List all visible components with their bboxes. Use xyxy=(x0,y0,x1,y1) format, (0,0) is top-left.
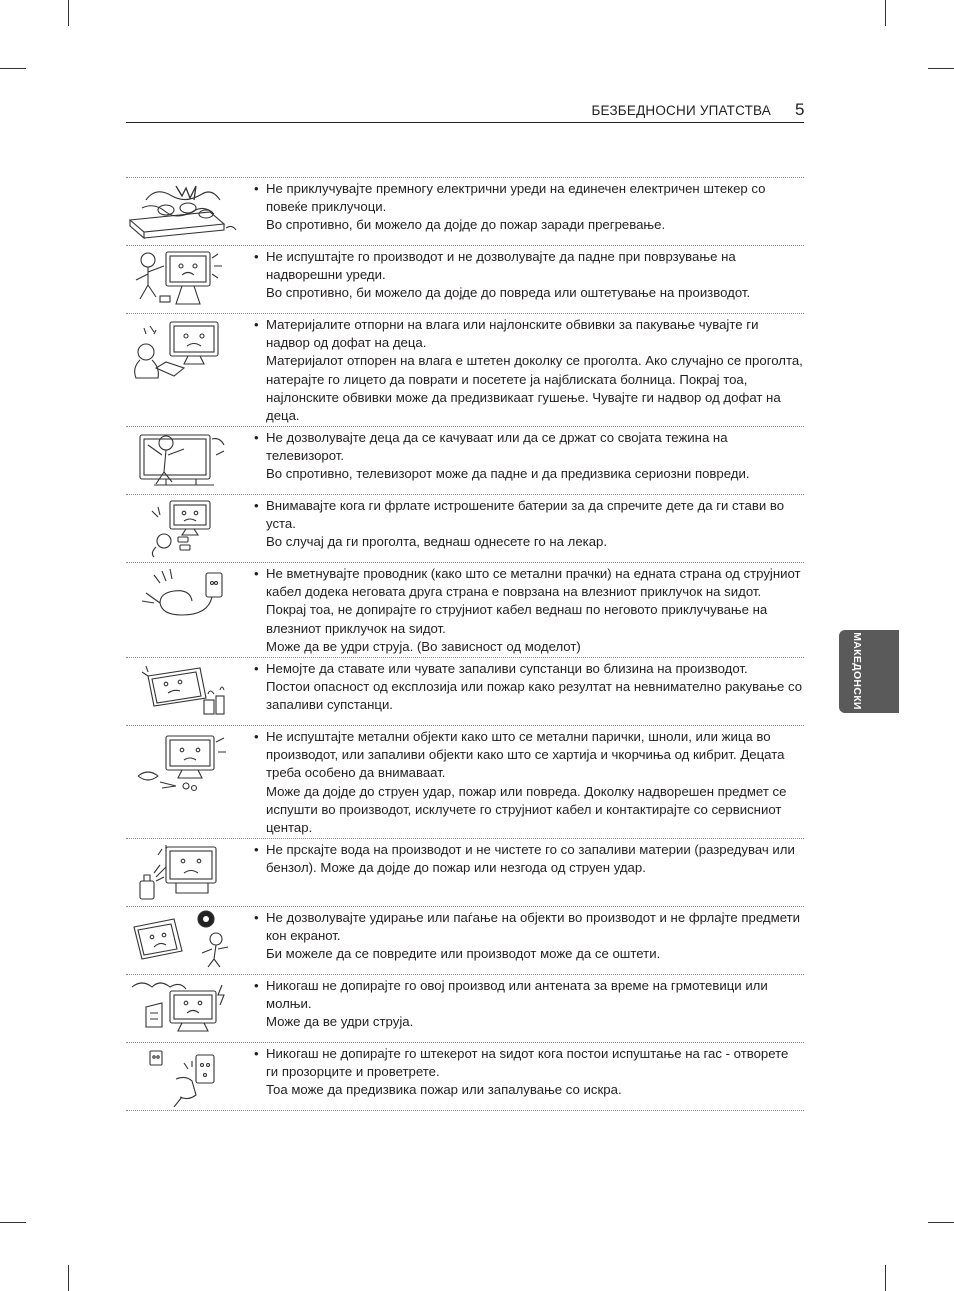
instruction-line: Не приклучувајте премногу електрични уреди на единечен електричен штекер со повеќе приклучоци. xyxy=(266,181,766,215)
instruction-line: Не испуштајте метални објекти како што се метални парички, шноли, или жица во производот, или запаливи објекти како што се хартија и чкорчиња од кибрит. Децата треба особено да внимаваат. xyxy=(266,729,785,781)
instruction-line: Во спротивно, би можело да дојде до пожар заради прегревање. xyxy=(266,217,666,233)
instruction-line: Немојте да ставате или чувате запаливи супстанци во близина на производот. xyxy=(266,661,748,676)
safety-text xyxy=(244,907,804,974)
bullet: • xyxy=(254,498,259,513)
instruction-line: Во случај да ги проголта, веднаш однесете го на лекар. xyxy=(266,534,608,550)
instruction-line: Никогаш не допирајте го овој производ или антената за време на грмотевици или молњи. xyxy=(266,978,768,1012)
instruction-line: Може да ве удри струја. xyxy=(266,1014,414,1030)
language-tab-label: МАКЕДОНСКИ xyxy=(851,632,863,710)
instruction-line: Внимавајте кога ги фрлате истрошените батерии за да спречите дете да ги стави во уста. xyxy=(266,498,785,532)
safety-text xyxy=(244,1043,804,1110)
instruction-line: Не вметнувајте проводник (како што се метални прачки) на едната страна од струјниот кабел додека неговата друга страна е поврзана на влезниот приклучок на ѕидот. Покрај тоа, не допирајте го струјниот кабел веднаш по неговото приклучување на влезниот приклучок на ѕидот. xyxy=(266,566,801,636)
instruction-line: Материјалите отпорни на влага или најлонските обвивки за пакување чувајте ги надвор од дофат на деца. xyxy=(266,317,759,351)
bullet: • xyxy=(254,430,259,445)
ball-impact-icon xyxy=(126,907,244,974)
list-item xyxy=(126,906,804,974)
gas-leak-outlet-icon xyxy=(126,1043,244,1110)
instruction-line: Во спротивно, би можело да дојде до повреда или оштетување на производот. xyxy=(266,285,751,301)
instruction-line: Не дозволувајте деца да се качуваат или да се држат со својата тежина на телевизорот. xyxy=(266,430,728,464)
overloaded-outlet-icon xyxy=(126,178,244,245)
safety-text xyxy=(244,427,804,494)
crop-mark xyxy=(885,1265,886,1291)
battery-child-icon xyxy=(126,495,244,562)
bullet: • xyxy=(254,566,259,581)
flammable-substance-icon xyxy=(126,658,244,725)
packaging-child-icon xyxy=(126,314,244,426)
page-number: 5 xyxy=(795,100,805,119)
bullet: • xyxy=(254,978,259,993)
list-item xyxy=(126,426,804,494)
bullet: • xyxy=(254,910,259,925)
safety-text xyxy=(244,975,804,1042)
instruction-line: Не дозволувајте удирање или паѓање на објекти во производот и не фрлајте предмети кон екранот. xyxy=(266,910,800,944)
list-item xyxy=(126,562,804,657)
crop-mark xyxy=(885,0,886,26)
water-spray-icon xyxy=(126,839,244,906)
bullet: • xyxy=(254,661,259,676)
instruction-line: Не прскајте вода на производот и не чистете го со запаливи материи (разредувач или бензол). Може да дојде до пожар или незгода од струен удар. xyxy=(266,842,795,876)
language-tab xyxy=(839,630,899,713)
bullet: • xyxy=(254,842,259,857)
bullet: • xyxy=(254,317,259,332)
instruction-line: Би можеле да се повредите или производот може да се оштети. xyxy=(266,946,661,962)
crop-mark xyxy=(68,1265,69,1291)
instruction-line: Може да дојде до струен удар, пожар или повреда. Доколку надворешен предмет се испушти во производот, исклучете го струјниот кабел и контактирајте со сервисниот центар. xyxy=(266,783,787,836)
safety-text xyxy=(244,314,804,426)
list-item xyxy=(126,245,804,313)
safety-text xyxy=(244,246,804,313)
instruction-line: Во спротивно, телевизорот може да падне и да предизвика сериозни повреди. xyxy=(266,466,750,482)
crop-mark xyxy=(0,1222,26,1223)
safety-text xyxy=(244,495,804,562)
metal-objects-icon xyxy=(126,726,244,838)
crop-mark xyxy=(928,68,954,69)
list-item xyxy=(126,657,804,725)
instruction-line: Не испуштајте го производот и не дозволувајте да падне при поврзување на надворешни уреди. xyxy=(266,249,736,283)
list-item xyxy=(126,494,804,562)
instruction-line: Никогаш не допирајте го штекерот на ѕидот кога постои испуштање на гас - отворете ги прозорците и проветрете. xyxy=(266,1046,789,1080)
instruction-line: Постои опасност од експлозија или пожар како резултат на невнимателно ракување со запаливи супстанци. xyxy=(266,679,803,713)
safety-text xyxy=(244,839,804,906)
safety-text xyxy=(244,563,804,657)
bullet: • xyxy=(254,249,259,264)
instruction-line: Материјалот отпорен на влага е штетен доколку се проголта. Ако случајно се проголта, натерајте го лицето да поврати и посетете ја најблиската болница. Покрај тоа, најлонските обвивки може да предизвикаат гушење. Чувајте ги надвор од дофат на деца. xyxy=(266,353,803,424)
child-climbing-tv-icon xyxy=(126,427,244,494)
instruction-line: Може да ве удри струја. (Во зависност од моделот) xyxy=(266,638,581,654)
safety-text xyxy=(244,178,804,245)
lightning-storm-icon xyxy=(126,975,244,1042)
conductor-outlet-icon xyxy=(126,563,244,657)
safety-text xyxy=(244,658,804,725)
crop-mark xyxy=(68,0,69,26)
page-title: БЕЗБЕДНОСНИ УПАТСТВА xyxy=(591,103,771,118)
instruction-line: Тоа може да предизвика пожар или запалување со искра. xyxy=(266,1082,622,1098)
crop-mark xyxy=(0,68,26,69)
header-divider xyxy=(126,122,804,123)
list-item xyxy=(126,313,804,426)
list-item xyxy=(126,1042,804,1111)
safety-text xyxy=(244,726,804,838)
list-item xyxy=(126,177,804,245)
list-item xyxy=(126,725,804,838)
crop-mark xyxy=(928,1222,954,1223)
bullet: • xyxy=(254,1046,259,1061)
bullet: • xyxy=(254,729,259,744)
list-item xyxy=(126,974,804,1042)
tv-fall-icon xyxy=(126,246,244,313)
bullet: • xyxy=(254,181,259,196)
list-item xyxy=(126,838,804,906)
safety-list xyxy=(126,177,804,1111)
